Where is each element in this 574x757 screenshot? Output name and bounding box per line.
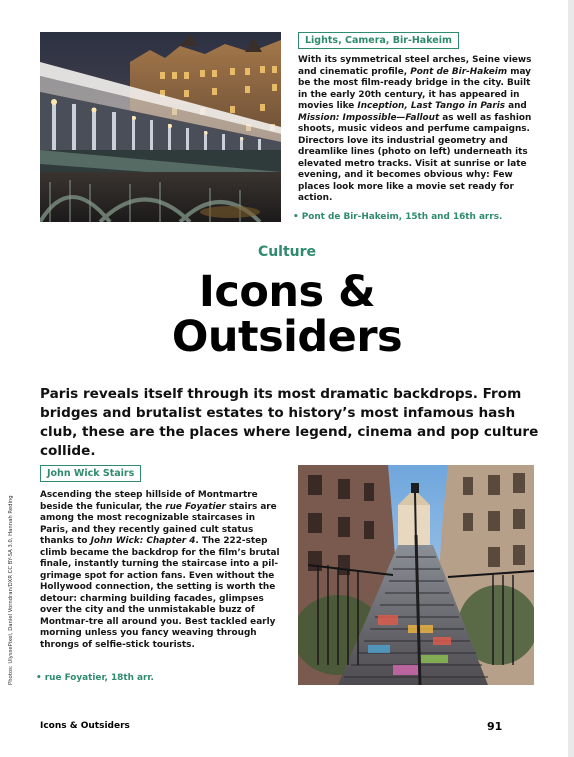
- john-wick-stairs-location: • rue Foyatier, 18th arr.: [36, 673, 154, 683]
- stairs-body-text-2: stairs are among the most recognizable staircases in Paris, and they recently gained cult status thanks to: [40, 501, 277, 546]
- footer-section-title: Icons & Outsiders: [40, 721, 130, 731]
- stairs-body-emphasis-1: rue Foyatier: [165, 501, 226, 512]
- page-number: 91: [487, 720, 503, 733]
- photo-credit-text: Photos: UlyssePixel, Daniel Vorndran/DXR CC BY-SA 3.0, Hannah Reding: [8, 495, 14, 685]
- bir-hakeim-body-text-2: may be the most film-ready bridge in the city. Built in the early 20th century, it has appeared in movies like: [298, 66, 531, 111]
- entry-tag-john-wick-stairs: John Wick Stairs: [40, 465, 141, 482]
- bir-hakeim-body-emphasis-1: Pont de Bir-Hakeim: [410, 66, 508, 77]
- section-label: Culture: [257, 244, 317, 260]
- page-title-line-1: Icons &: [198, 267, 376, 317]
- rue-foyatier-stairs-photo: [298, 465, 534, 685]
- bir-hakeim-body-text-3: and: [505, 101, 527, 111]
- bir-hakeim-body-emphasis-2: Inception, Last Tango in Paris: [357, 101, 506, 111]
- photo-credit: [8, 475, 18, 685]
- bir-hakeim-body-emphasis-3: Mission: Impossible—Fallout: [298, 112, 440, 123]
- bir-hakeim-location: • Pont de Bir-Hakeim, 15th and 16th arrs.: [293, 212, 503, 222]
- entry-tag-bir-hakeim: Lights, Camera, Bir-Hakeim: [298, 32, 459, 49]
- bir-hakeim-body-text-1: With its symmetrical steel arches, Seine views and cinematic profile,: [298, 55, 532, 77]
- page-title: [0, 267, 574, 362]
- stairs-body-text-3: . The 222-step climb became the backdrop for the film’s brutal finale, instantly turning the staircase into a pil-grimage spot for action fans. Even without the Hollywood connection, the setting is worth the detour: charming building facades, glimpses over the city and the unmistakable buzz of Montmar-tre all around you. Best tackled early morning unless you fancy weaving through throngs of selfie-stick tourists.: [40, 536, 280, 650]
- bir-hakeim-bridge-photo: [40, 32, 281, 222]
- john-wick-stairs-body: [40, 490, 285, 651]
- bir-hakeim-body-text-4: as well as fashion shoots, music videos and perfume campaigns. Directors love its industrial geometry and dreamlike lines (photo on left) underneath its elevated metro tracks. Visit at sunrise or late evening, and it becomes obvious why: Few places look more like a movie set ready for action.: [298, 112, 532, 203]
- stairs-body-emphasis-2: John Wick: Chapter 4: [90, 536, 196, 546]
- page-edge: [568, 0, 574, 757]
- bir-hakeim-body: [298, 55, 538, 205]
- page-title-line-2: Outsiders: [171, 312, 403, 362]
- stairs-body-text-1: Ascending the steep hillside of Montmartre beside the funicular, the: [40, 490, 258, 512]
- lead-paragraph: Paris reveals itself through its most dramatic backdrops. From bridges and brutalist estates to history’s most infamous hash club, these are the places where legend, cinema and pop culture collide.: [40, 386, 539, 459]
